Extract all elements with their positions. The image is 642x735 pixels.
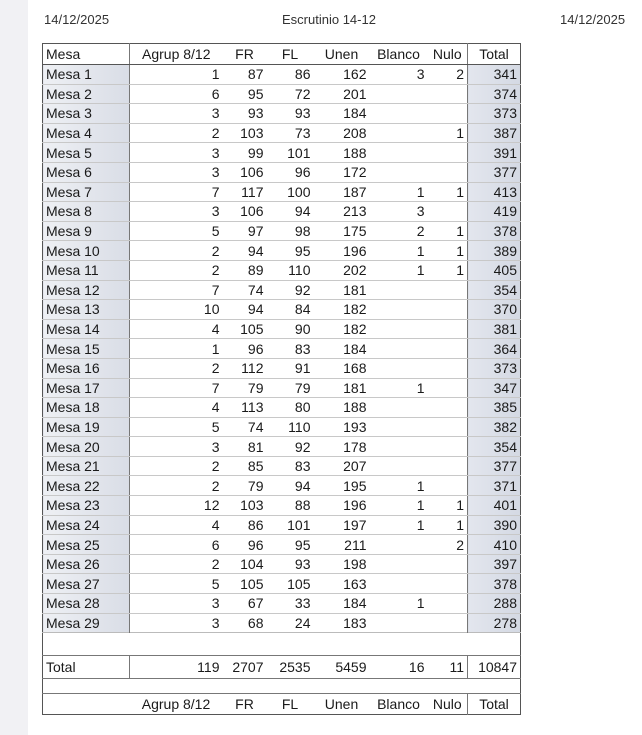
cell-agrup: 3 — [130, 594, 223, 614]
cell-fl: 79 — [267, 378, 314, 398]
table-row — [43, 554, 521, 574]
cell-blanco — [370, 123, 428, 143]
column-header-mesa: Mesa — [43, 44, 130, 65]
cell-agrup: 3 — [130, 437, 223, 457]
cell-total: 378 — [468, 221, 521, 241]
cell-fl: 92 — [267, 437, 314, 457]
cell-mesa: Mesa 1 — [43, 65, 130, 85]
cell-unen: 172 — [314, 162, 370, 182]
cell-fl: 83 — [267, 339, 314, 359]
cell-mesa: Mesa 25 — [43, 535, 130, 555]
table-row — [43, 339, 521, 359]
cell-agrup: 6 — [130, 535, 223, 555]
footer-header-fl: FL — [281, 696, 299, 713]
cell-nulo: 1 — [428, 241, 468, 261]
table-row — [43, 123, 521, 143]
cell-agrup: 2 — [130, 358, 223, 378]
cell-agrup: 4 — [130, 319, 223, 339]
cell-agrup: 7 — [130, 280, 223, 300]
cell-agrup: 5 — [130, 574, 223, 594]
column-header-nulo: Nulo — [428, 44, 468, 65]
footer-header-total: Total — [468, 694, 521, 715]
table-row — [43, 456, 521, 476]
cell-blanco: 2 — [370, 221, 428, 241]
cell-fl: 83 — [267, 456, 314, 476]
cell-total: 341 — [468, 65, 521, 85]
cell-agrup: 1 — [130, 339, 223, 359]
cell-agrup: 2 — [130, 260, 223, 280]
cell-fr: 89 — [223, 260, 267, 280]
document-page — [28, 0, 642, 735]
cell-fr: 94 — [223, 300, 267, 320]
cell-nulo: 2 — [428, 65, 468, 85]
table-row — [43, 496, 521, 516]
cell-total: 377 — [468, 162, 521, 182]
cell-unen: 213 — [314, 202, 370, 222]
cell-unen: 168 — [314, 358, 370, 378]
cell-unen: 196 — [314, 496, 370, 516]
results-table — [42, 43, 521, 715]
cell-nulo — [428, 594, 468, 614]
total-total: 10847 — [468, 656, 521, 679]
cell-total: 278 — [468, 613, 521, 633]
cell-total: 370 — [468, 300, 521, 320]
cell-nulo — [428, 398, 468, 418]
table-row — [43, 319, 521, 339]
cell-fr: 85 — [223, 456, 267, 476]
cell-fr: 96 — [223, 339, 267, 359]
total-blanco: 16 — [370, 656, 428, 679]
column-header-fl: FL — [267, 44, 314, 65]
cell-blanco — [370, 104, 428, 124]
cell-blanco — [370, 437, 428, 457]
cell-blanco — [370, 554, 428, 574]
cell-total: 373 — [468, 358, 521, 378]
cell-mesa: Mesa 4 — [43, 123, 130, 143]
cell-unen: 182 — [314, 319, 370, 339]
cell-nulo: 2 — [428, 535, 468, 555]
cell-unen: 175 — [314, 221, 370, 241]
cell-blanco — [370, 535, 428, 555]
cell-fl: 90 — [267, 319, 314, 339]
cell-total: 401 — [468, 496, 521, 516]
cell-mesa: Mesa 19 — [43, 417, 130, 437]
cell-fl: 73 — [267, 123, 314, 143]
cell-blanco — [370, 417, 428, 437]
cell-total: 373 — [468, 104, 521, 124]
footer-header-row — [43, 694, 521, 715]
cell-fl: 88 — [267, 496, 314, 516]
cell-mesa: Mesa 21 — [43, 456, 130, 476]
cell-fl: 33 — [267, 594, 314, 614]
table-row — [43, 221, 521, 241]
cell-total: 382 — [468, 417, 521, 437]
total-fr: 2707 — [223, 656, 267, 679]
cell-fl: 80 — [267, 398, 314, 418]
cell-fl: 98 — [267, 221, 314, 241]
cell-blanco — [370, 574, 428, 594]
cell-total: 405 — [468, 260, 521, 280]
cell-mesa: Mesa 2 — [43, 84, 130, 104]
cell-blanco — [370, 280, 428, 300]
cell-unen: 208 — [314, 123, 370, 143]
table-row — [43, 358, 521, 378]
cell-fr: 113 — [223, 398, 267, 418]
cell-unen: 196 — [314, 241, 370, 261]
cell-blanco: 1 — [370, 241, 428, 261]
cell-unen: 178 — [314, 437, 370, 457]
cell-unen: 201 — [314, 84, 370, 104]
footer-header-mesa — [43, 694, 130, 715]
cell-agrup: 2 — [130, 554, 223, 574]
cell-agrup: 3 — [130, 143, 223, 163]
total-fl: 2535 — [267, 656, 314, 679]
cell-unen: 163 — [314, 574, 370, 594]
cell-unen: 183 — [343, 614, 367, 631]
cell-nulo — [428, 300, 468, 320]
cell-fl: 96 — [267, 162, 314, 182]
spacer-row — [43, 633, 521, 656]
cell-nulo — [428, 143, 468, 163]
table-row — [43, 202, 521, 222]
cell-mesa: Mesa 14 — [43, 319, 130, 339]
cell-nulo — [428, 280, 468, 300]
cell-unen: 202 — [314, 260, 370, 280]
cell-nulo: 1 — [428, 515, 468, 535]
cell-fl: 110 — [267, 417, 314, 437]
cell-blanco — [370, 358, 428, 378]
cell-fr: 99 — [223, 143, 267, 163]
cell-unen: 197 — [314, 515, 370, 535]
header-date-left: 14/12/2025 — [44, 12, 110, 27]
table-row — [43, 398, 521, 418]
cell-agrup: 4 — [130, 515, 223, 535]
cell-nulo — [428, 554, 468, 574]
cell-fr: 81 — [223, 437, 267, 457]
cell-blanco — [370, 84, 428, 104]
cell-nulo: 1 — [428, 260, 468, 280]
table-row — [43, 104, 521, 124]
cell-unen: 198 — [314, 554, 370, 574]
cell-fl: 84 — [267, 300, 314, 320]
cell-unen: 182 — [314, 300, 370, 320]
cell-fr: 105 — [223, 574, 267, 594]
cell-nulo — [428, 476, 468, 496]
cell-nulo — [428, 437, 468, 457]
cell-mesa: Mesa 28 — [43, 594, 130, 614]
cell-agrup: 6 — [130, 84, 223, 104]
cell-fl: 110 — [267, 260, 314, 280]
cell-blanco: 1 — [370, 378, 428, 398]
table-row — [43, 515, 521, 535]
cell-fl: 24 — [294, 614, 311, 631]
cell-mesa: Mesa 27 — [43, 574, 130, 594]
cell-mesa: Mesa 23 — [43, 496, 130, 516]
table-header-row — [43, 44, 521, 65]
cell-total: 354 — [468, 437, 521, 457]
cell-fl: 105 — [267, 574, 314, 594]
table-row — [43, 300, 521, 320]
cell-nulo — [428, 104, 468, 124]
table-row — [43, 574, 521, 594]
cell-total: 347 — [468, 378, 521, 398]
cell-mesa: Mesa 20 — [43, 437, 130, 457]
table-row — [43, 162, 521, 182]
cell-blanco — [370, 162, 428, 182]
cell-agrup: 10 — [130, 300, 223, 320]
cell-unen: 184 — [314, 339, 370, 359]
cell-agrup: 5 — [130, 417, 223, 437]
cell-fr: 117 — [223, 182, 267, 202]
cell-blanco: 1 — [370, 515, 428, 535]
cell-mesa: Mesa 24 — [43, 515, 130, 535]
cell-agrup: 1 — [130, 65, 223, 85]
cell-mesa: Mesa 9 — [43, 221, 130, 241]
cell-agrup: 2 — [130, 123, 223, 143]
cell-unen: 188 — [314, 143, 370, 163]
cell-agrup: 3 — [130, 162, 223, 182]
cell-unen: 188 — [314, 398, 370, 418]
cell-nulo — [428, 417, 468, 437]
cell-agrup: 4 — [130, 398, 223, 418]
cell-nulo: 1 — [428, 123, 468, 143]
cell-nulo — [428, 358, 468, 378]
column-header-blanco: Blanco — [370, 44, 428, 65]
cell-fr: 94 — [223, 241, 267, 261]
cell-mesa: Mesa 11 — [43, 260, 130, 280]
cell-fr: 106 — [223, 202, 267, 222]
cell-fr: 67 — [223, 594, 267, 614]
cell-fl: 95 — [267, 535, 314, 555]
table-row — [43, 84, 521, 104]
column-header-unen: Unen — [314, 44, 370, 65]
totals-row — [43, 656, 521, 679]
cell-unen: 181 — [314, 378, 370, 398]
cell-blanco — [370, 319, 428, 339]
cell-nulo: 1 — [428, 182, 468, 202]
cell-fl: 93 — [267, 554, 314, 574]
cell-total: 381 — [468, 319, 521, 339]
cell-total: 410 — [468, 535, 521, 555]
cell-fl: 101 — [267, 143, 314, 163]
cell-fl: 72 — [267, 84, 314, 104]
cell-nulo — [428, 378, 468, 398]
cell-nulo — [428, 84, 468, 104]
cell-blanco: 1 — [370, 182, 428, 202]
table-row — [43, 437, 521, 457]
cell-total: 385 — [468, 398, 521, 418]
cell-agrup: 3 — [211, 614, 220, 631]
cell-mesa: Mesa 18 — [43, 398, 130, 418]
column-header-agrup: Agrup 8/12 — [130, 44, 223, 65]
table-row — [43, 182, 521, 202]
cell-fr: 106 — [223, 162, 267, 182]
cell-unen: 211 — [314, 535, 370, 555]
cell-unen: 184 — [314, 594, 370, 614]
cell-agrup: 2 — [130, 476, 223, 496]
cell-nulo — [428, 162, 468, 182]
cell-agrup: 2 — [130, 456, 223, 476]
cell-fr: 86 — [223, 515, 267, 535]
cell-mesa: Mesa 15 — [43, 339, 130, 359]
cell-total: 389 — [468, 241, 521, 261]
cell-nulo: 1 — [428, 221, 468, 241]
cell-fr: 93 — [223, 104, 267, 124]
cell-agrup: 7 — [130, 378, 223, 398]
cell-blanco — [370, 300, 428, 320]
total-nulo: 11 — [428, 656, 468, 679]
cell-mesa: Mesa 8 — [43, 202, 130, 222]
total-agrup: 119 — [130, 656, 223, 679]
column-header-fr: FR — [223, 44, 267, 65]
cell-mesa: Mesa 12 — [43, 280, 130, 300]
cell-total: 371 — [468, 476, 521, 496]
footer-header-agrup: Agrup 8/12 — [141, 696, 211, 713]
cell-fr: 79 — [223, 476, 267, 496]
cell-fr: 87 — [223, 65, 267, 85]
cell-mesa: Mesa 22 — [43, 476, 130, 496]
cell-mesa: Mesa 3 — [43, 104, 130, 124]
total-unen: 5459 — [314, 656, 370, 679]
cell-fr: 97 — [223, 221, 267, 241]
cell-total: 377 — [468, 456, 521, 476]
table-row — [43, 417, 521, 437]
table-row — [43, 613, 521, 633]
header-date-right: 14/12/2025 — [560, 12, 626, 27]
cell-fr: 79 — [223, 378, 267, 398]
cell-total: 364 — [468, 339, 521, 359]
cell-nulo — [428, 319, 468, 339]
cell-agrup: 12 — [130, 496, 223, 516]
cell-fl: 94 — [267, 476, 314, 496]
cell-blanco — [370, 456, 428, 476]
footer-header-unen: Unen — [324, 696, 359, 713]
table-row — [43, 378, 521, 398]
cell-mesa: Mesa 10 — [43, 241, 130, 261]
cell-mesa: Mesa 26 — [43, 554, 130, 574]
table-row — [43, 65, 521, 85]
cell-fl: 93 — [267, 104, 314, 124]
cell-mesa: Mesa 5 — [43, 143, 130, 163]
cell-unen: 187 — [314, 182, 370, 202]
cell-mesa: Mesa 16 — [43, 358, 130, 378]
cell-unen: 184 — [314, 104, 370, 124]
cell-fr: 112 — [223, 358, 267, 378]
footer-header-blanco: Blanco — [377, 696, 420, 713]
cell-blanco — [370, 339, 428, 359]
cell-agrup: 2 — [130, 241, 223, 261]
table-row — [43, 594, 521, 614]
cell-agrup: 3 — [130, 202, 223, 222]
cell-total: 391 — [468, 143, 521, 163]
cell-unen: 195 — [314, 476, 370, 496]
cell-mesa: Mesa 6 — [43, 162, 130, 182]
table-row — [43, 476, 521, 496]
cell-unen: 193 — [314, 417, 370, 437]
cell-fr: 104 — [223, 554, 267, 574]
cell-total: 288 — [468, 594, 521, 614]
cell-fr: 103 — [223, 123, 267, 143]
cell-fr: 68 — [247, 614, 264, 631]
cell-unen: 162 — [314, 65, 370, 85]
cell-fr: 105 — [223, 319, 267, 339]
cell-fl: 101 — [267, 515, 314, 535]
table-row — [43, 280, 521, 300]
table-row — [43, 241, 521, 261]
cell-mesa: Mesa 7 — [43, 182, 130, 202]
cell-total: 390 — [468, 515, 521, 535]
column-header-total: Total — [468, 44, 521, 65]
table-row — [43, 260, 521, 280]
cell-blanco: 1 — [370, 496, 428, 516]
cell-nulo — [428, 456, 468, 476]
cell-fl: 94 — [267, 202, 314, 222]
cell-blanco: 3 — [370, 202, 428, 222]
cell-blanco: 1 — [370, 260, 428, 280]
table-row — [43, 143, 521, 163]
cell-unen: 207 — [314, 456, 370, 476]
header-title: Escrutinio 14-12 — [282, 12, 376, 27]
cell-fr: 96 — [223, 535, 267, 555]
cell-agrup: 3 — [130, 104, 223, 124]
cell-blanco: 1 — [370, 476, 428, 496]
cell-fr: 103 — [223, 496, 267, 516]
cell-blanco — [370, 613, 428, 633]
cell-unen: 181 — [314, 280, 370, 300]
table-row — [43, 535, 521, 555]
cell-total: 374 — [468, 84, 521, 104]
cell-blanco — [370, 143, 428, 163]
cell-blanco: 3 — [370, 65, 428, 85]
cell-fl: 86 — [267, 65, 314, 85]
blank-row — [43, 679, 521, 694]
cell-mesa: Mesa 17 — [43, 378, 130, 398]
cell-nulo — [428, 202, 468, 222]
cell-total: 413 — [468, 182, 521, 202]
cell-blanco: 1 — [370, 594, 428, 614]
cell-blanco — [370, 398, 428, 418]
cell-fl: 91 — [267, 358, 314, 378]
cell-fr: 74 — [223, 417, 267, 437]
cell-total: 378 — [468, 574, 521, 594]
total-mesa: Total — [43, 656, 130, 679]
cell-total: 354 — [468, 280, 521, 300]
cell-nulo — [428, 339, 468, 359]
cell-nulo — [428, 574, 468, 594]
cell-agrup: 5 — [130, 221, 223, 241]
footer-header-nulo: Nulo — [432, 696, 462, 713]
cell-fl: 92 — [267, 280, 314, 300]
cell-fl: 100 — [267, 182, 314, 202]
footer-header-fr: FR — [235, 696, 254, 713]
cell-mesa: Mesa 13 — [43, 300, 130, 320]
cell-nulo: 1 — [428, 496, 468, 516]
cell-fl: 95 — [267, 241, 314, 261]
cell-total: 387 — [468, 123, 521, 143]
cell-fr: 74 — [223, 280, 267, 300]
cell-fr: 95 — [223, 84, 267, 104]
cell-total: 419 — [468, 202, 521, 222]
cell-nulo — [428, 613, 468, 633]
cell-total: 397 — [468, 554, 521, 574]
cell-agrup: 7 — [130, 182, 223, 202]
cell-mesa: Mesa 29 — [43, 613, 130, 633]
